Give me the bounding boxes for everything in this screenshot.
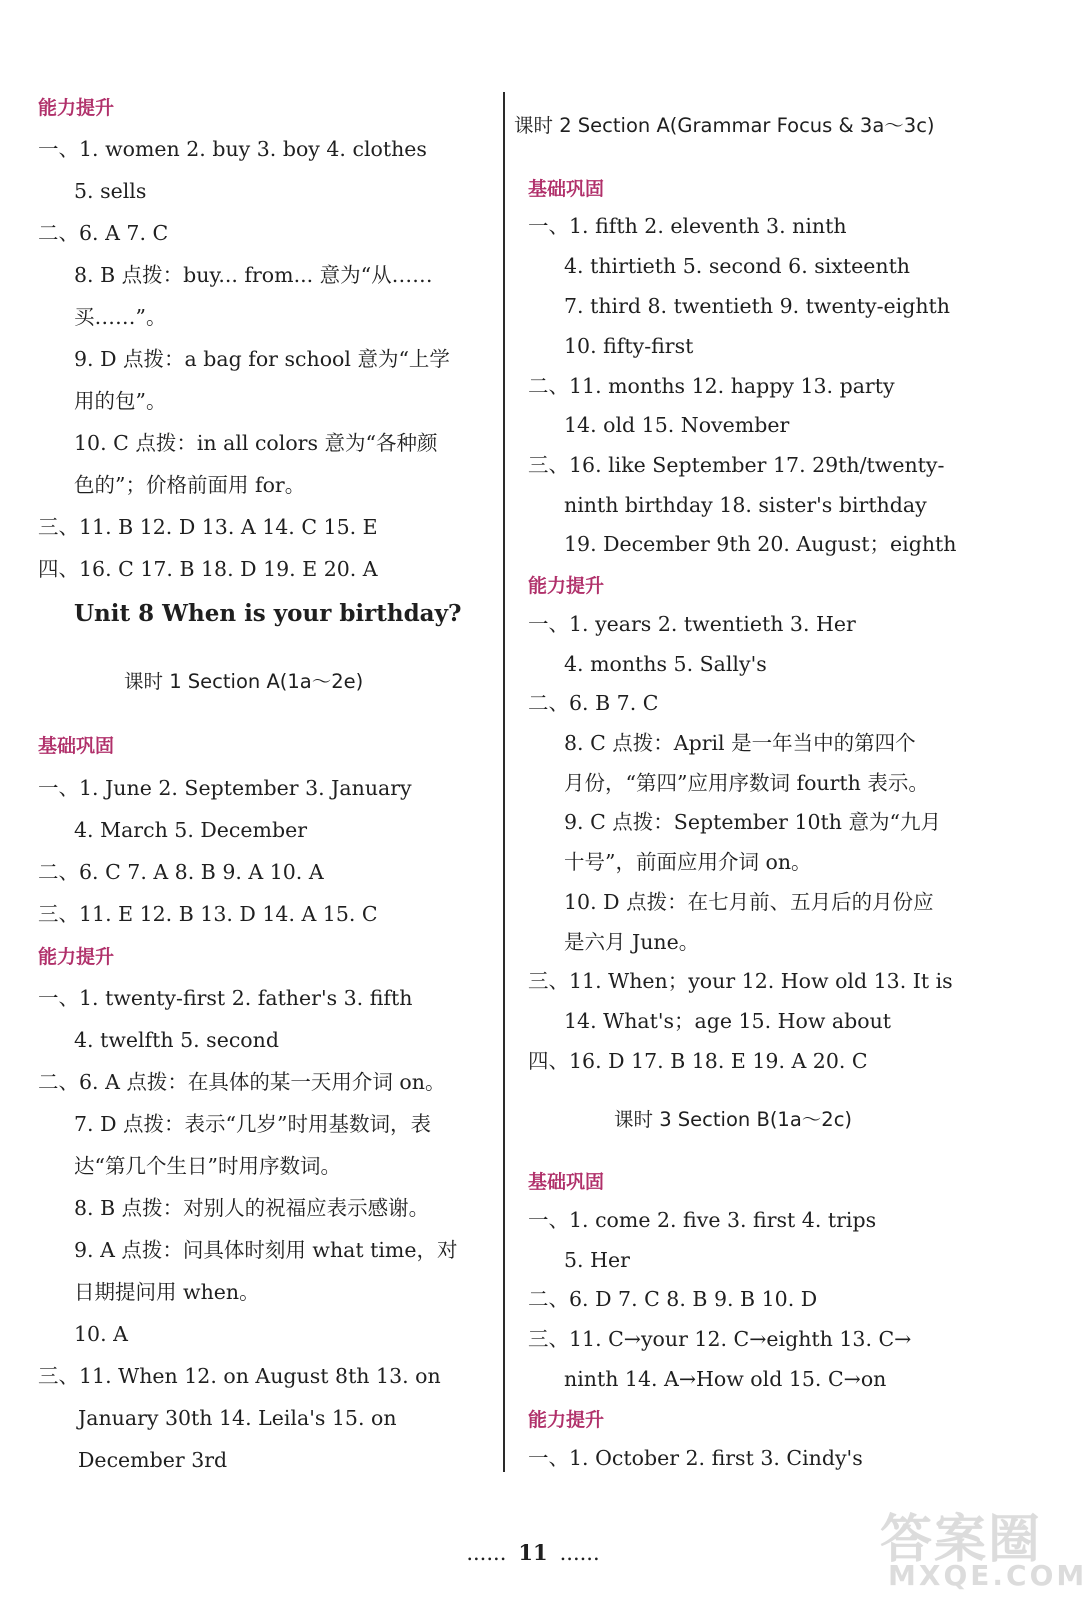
lesson-title: 课时 1 Section A(1a～2e) [124,670,364,693]
answer-line: 买……”。 [74,305,167,329]
answer-line: 9. C 点拨：September 10th 意为“九月 [564,810,941,834]
answer-line: 一、1. fifth 2. eleventh 3. ninth [528,214,847,238]
answer-line: 19. December 9th 20. August；eighth [564,532,957,556]
answer-line: 4. thirtieth 5. second 6. sixteenth [564,254,911,278]
lesson-title: 课时 3 Section B(1a～2c) [614,1108,853,1131]
answer-line: 10. C 点拨：in all colors 意为“各种颜 [74,431,438,455]
answer-line: 二、6. C 7. A 8. B 9. A 10. A [38,860,324,884]
section-heading: 能力提升 [38,97,115,119]
page-number: 11 [518,1540,548,1565]
footer-dots-right: ...... [559,1541,600,1565]
section-heading: 能力提升 [528,1409,605,1431]
watermark-logo [870,1497,1087,1597]
answer-line: 一、1. October 2. first 3. Cindy's [528,1446,863,1470]
section-heading: 能力提升 [38,946,115,968]
answer-line: ninth birthday 18. sister's birthday [564,493,927,517]
answer-line: 二、6. B 7. C [528,691,659,715]
section-heading: 能力提升 [528,575,605,597]
answer-line: 日期提问用 when。 [74,1280,260,1304]
answer-line: 三、11. When；your 12. How old 13. It is [528,969,953,993]
answer-line: 二、6. A 7. C [38,221,169,245]
answer-line: 二、6. A 点拨：在具体的某一天用介词 on。 [38,1070,446,1094]
answer-line: 9. D 点拨：a bag for school 意为“上学 [74,347,450,371]
unit-title: Unit 8 When is your birthday? [74,600,462,627]
answer-line: 10. D 点拨：在七月前、五月后的月份应 [564,890,934,914]
answer-line: 一、1. women 2. buy 3. boy 4. clothes [38,137,427,161]
answer-line: January 30th 14. Leila's 15. on [78,1406,397,1430]
answer-line: 4. months 5. Sally's [564,652,767,676]
answer-line: 一、1. June 2. September 3. January [38,776,412,800]
column-divider [503,92,505,1472]
answer-line: 一、1. come 2. five 3. first 4. trips [528,1208,877,1232]
answer-line: 是六月 June。 [564,930,700,954]
answer-line: 14. What's；age 15. How about [564,1009,892,1033]
answer-line: 三、11. B 12. D 13. A 14. C 15. E [38,515,378,539]
section-heading: 基础巩固 [38,735,115,757]
answer-line: 8. C 点拨：April 是一年当中的第四个 [564,731,916,755]
footer-dots-left: ...... [466,1541,507,1565]
answer-line: 5. sells [74,179,147,203]
answer-line: 10. fifty-first [564,334,694,358]
section-heading: 基础巩固 [528,178,605,200]
answer-line: 四、16. C 17. B 18. D 19. E 20. A [38,557,378,581]
answer-line: 用的包”。 [74,389,167,413]
answer-line: 一、1. years 2. twentieth 3. Her [528,612,856,636]
answer-line: 一、1. twenty-first 2. father's 3. fifth [38,986,413,1010]
answer-line: 二、6. D 7. C 8. B 9. B 10. D [528,1287,818,1311]
answer-line: 十号”，前面应用介词 on。 [564,850,812,874]
watermark-main: 答案圈 [880,1510,1043,1570]
answer-line: 4. twelfth 5. second [74,1028,279,1052]
answer-line: ninth 14. A→How old 15. C→on [564,1367,887,1391]
answer-line: 14. old 15. November [564,413,790,437]
answer-line: 三、11. E 12. B 13. D 14. A 15. C [38,902,378,926]
answer-line: December 3rd [78,1448,228,1472]
answer-line: 8. B 点拨：对别人的祝福应表示感谢。 [74,1196,430,1220]
section-heading: 基础巩固 [528,1171,605,1193]
answer-line: 7. third 8. twentieth 9. twenty-eighth [564,294,950,318]
answer-line: 三、16. like September 17. 29th/twenty- [528,453,945,477]
answer-line: 达“第几个生日”时用序数词。 [74,1154,341,1178]
answer-line: 9. A 点拨：问具体时刻用 what time，对 [74,1238,458,1262]
answer-line: 8. B 点拨：buy... from... 意为“从…… [74,263,433,287]
answer-line: 三、11. When 12. on August 8th 13. on [38,1364,441,1388]
answer-line: 四、16. D 17. B 18. E 19. A 20. C [528,1049,868,1073]
answer-line: 月份，“第四”应用序数词 fourth 表示。 [564,771,929,795]
watermark-sub: MXQE.COM [888,1559,1087,1592]
answer-line: 4. March 5. December [74,818,308,842]
answer-line: 10. A [74,1322,128,1346]
answer-line: 7. D 点拨：表示“几岁”时用基数词，表 [74,1112,431,1136]
answer-line: 5. Her [564,1248,630,1272]
answer-line: 二、11. months 12. happy 13. party [528,374,895,398]
answer-line: 三、11. C→your 12. C→eighth 13. C→ [528,1327,912,1351]
lesson-title: 课时 2 Section A(Grammar Focus & 3a～3c) [514,114,935,137]
answer-line: 色的”；价格前面用 for。 [74,473,306,497]
